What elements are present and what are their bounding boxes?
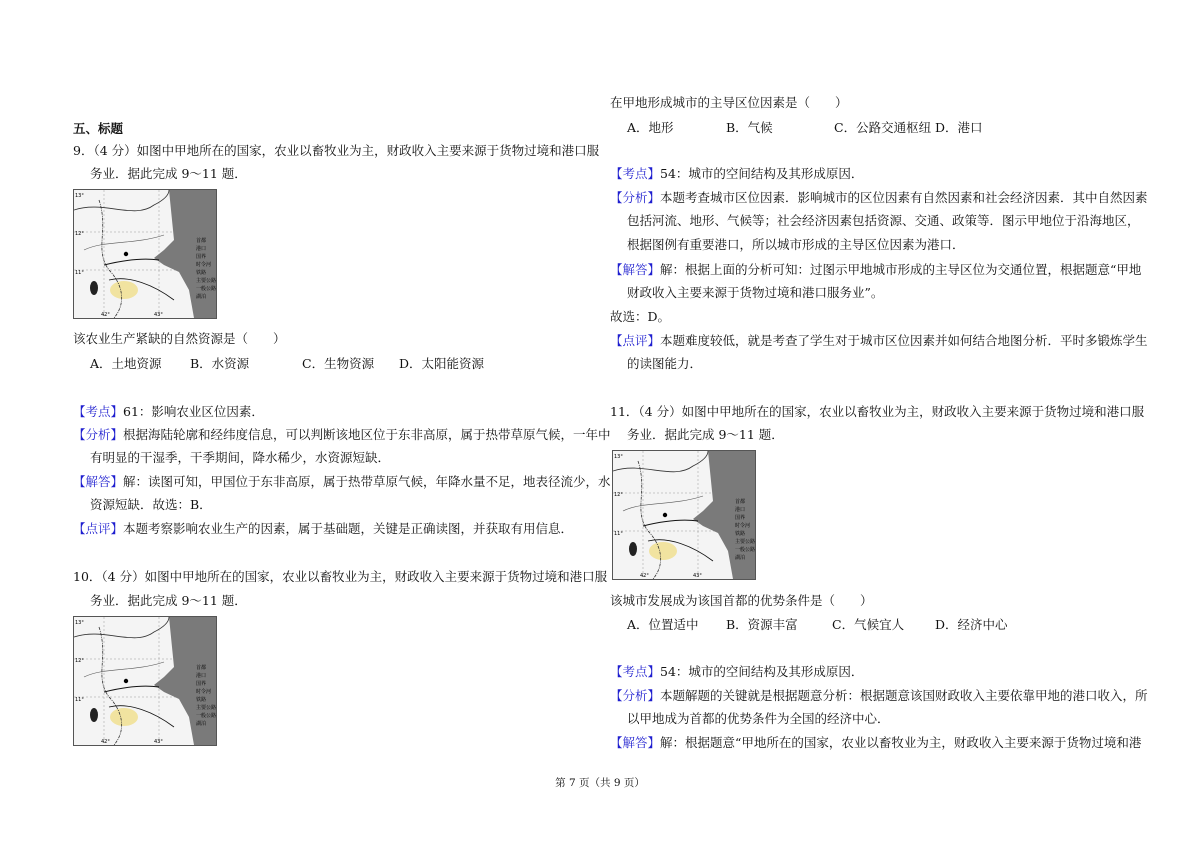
q10-dianping: [610, 333, 1148, 349]
kaodian-text: 54：城市的空间结构及其形成原因．: [660, 166, 864, 181]
map-figure: [73, 189, 217, 319]
q11-option-c: C．气候宜人: [832, 617, 905, 632]
section-title: 五、标题: [73, 121, 124, 136]
map-coordinate-label: 13°: [75, 193, 84, 199]
kaodian-text: 54：城市的空间结构及其形成原因．: [660, 664, 864, 679]
q10-kaodian: [610, 166, 863, 182]
sea-area: [154, 190, 216, 318]
legend-item: 一般公路: [196, 286, 216, 292]
road-line: [84, 662, 164, 677]
map-svg: [613, 451, 755, 579]
map-figure: [612, 450, 756, 580]
jieda-text: 解：根据上面的分析可知：过图示甲地城市形成的主导区位为交通位置，根据题意“甲地: [660, 262, 1142, 277]
legend-item: 一般公路: [735, 547, 755, 553]
map-coordinate-label: 43°: [154, 312, 163, 318]
q10-stem-line2: 务业．据此完成 9～11 题．: [90, 593, 247, 608]
map-coordinate-label: 42°: [101, 739, 110, 745]
border-line: [99, 200, 122, 318]
dianping-tag: 【点评】: [73, 521, 124, 536]
map-coordinate-label: 11°: [75, 697, 84, 703]
legend-item: 铁路: [196, 270, 207, 276]
legend-item: 湖泊: [196, 721, 207, 727]
legend-item: 时令河: [196, 689, 212, 695]
map-figure: [73, 616, 217, 746]
legend-item: 主要公路: [196, 278, 216, 284]
jieda-tag: 【解答】: [73, 474, 124, 489]
dianping-text: 本题难度较低，就是考查了学生对于城市区位因素并如何结合地图分析．平时多锻炼学生: [660, 333, 1148, 348]
legend-item: 港口: [196, 246, 207, 252]
legend-item: 首都: [196, 238, 207, 244]
q10-option-a: A．地形: [627, 120, 674, 135]
q9-fenxi: [73, 427, 611, 443]
q10-options: [610, 120, 983, 136]
legend-item: 首都: [196, 665, 207, 671]
q11-option-b: B．资源丰富: [726, 617, 798, 632]
map-coordinate-label: 13°: [75, 620, 84, 626]
q9-question: 该农业生产紧缺的自然资源是（ ）: [73, 331, 286, 346]
legend-item: 国界: [735, 515, 746, 521]
road-line: [623, 496, 703, 511]
legend-item: 港口: [196, 673, 207, 679]
q9-stem-line1: 9．（4 分）如图中甲地所在的国家，农业以畜牧业为主，财政收入主要来源于货物过境和港口服: [73, 143, 600, 158]
legend-item: 主要公路: [196, 705, 216, 711]
map-svg: [74, 617, 216, 745]
q10-dianping-line2: 的读图能力．: [627, 356, 703, 371]
q9-jieda-line2: 资源短缺．故选：B．: [90, 497, 212, 512]
fenxi-text: 根据海陆轮廓和经纬度信息，可以判断该地区位于东非高原，属于热带草原气候，一年中: [123, 427, 611, 442]
q9-jieda: [73, 474, 611, 490]
q11-fenxi: [610, 688, 1148, 704]
road-line: [104, 259, 159, 265]
q9-kaodian: [73, 404, 264, 420]
border-line: [638, 461, 661, 579]
border-line: [74, 617, 169, 638]
sea-area: [154, 617, 216, 745]
lake-shape: [90, 708, 98, 722]
q9-option-d: D．太阳能资源: [399, 356, 485, 371]
q9-option-b: B．水资源: [190, 356, 250, 371]
capital-marker: [663, 513, 667, 517]
legend-item: 国界: [196, 254, 207, 260]
q11-kaodian: [610, 664, 863, 680]
q9-option-a: A．土地资源: [90, 356, 162, 371]
kaodian-tag: 【考点】: [73, 404, 124, 419]
map-coordinate-label: 11°: [75, 270, 84, 276]
legend-item: 首都: [735, 499, 746, 505]
dianping-tag: 【点评】: [610, 333, 661, 348]
map-coordinate-label: 12°: [75, 658, 84, 664]
q9-options: [73, 356, 484, 372]
map-coordinate-label: 42°: [640, 573, 649, 579]
kaodian-tag: 【考点】: [610, 166, 661, 181]
q10-answer: 故选：D。: [610, 309, 671, 324]
map-coordinate-label: 43°: [693, 573, 702, 579]
jieda-text: 解：读图可知，甲国位于东非高原，属于热带草原气候，年降水量不足，地表径流少，水: [123, 474, 611, 489]
q10-fenxi: [610, 190, 1148, 206]
legend-item: 铁路: [735, 531, 746, 537]
map-coordinate-label: 42°: [101, 312, 110, 318]
q10-fenxi-line3: 根据图例有重要港口，所以城市形成的主导区位因素为港口．: [627, 237, 965, 252]
sea-area: [693, 451, 755, 579]
legend-item: 湖泊: [735, 555, 746, 561]
map-coordinate-label: 12°: [614, 492, 623, 498]
highlight-area: [110, 708, 138, 726]
q10-jieda-line2: 财政收入主要来源于货物过境和港口服务业”。: [627, 285, 884, 300]
border-line: [613, 451, 708, 472]
q9-dianping: [73, 521, 573, 537]
q11-jieda: [610, 735, 1141, 751]
fenxi-text: 本题考查城市区位因素．影响城市的区位因素有自然因素和社会经济因素．其中自然因素: [660, 190, 1148, 205]
legend-item: 国界: [196, 681, 207, 687]
road-line: [643, 520, 698, 526]
q11-question: 该城市发展成为该国首都的优势条件是（ ）: [610, 593, 873, 608]
q11-options: [610, 617, 1008, 633]
highlight-area: [110, 281, 138, 299]
kaodian-text: 61：影响农业区位因素．: [123, 404, 264, 419]
fenxi-tag: 【分析】: [610, 190, 661, 205]
legend-item: 主要公路: [735, 539, 755, 545]
border-line: [99, 627, 122, 745]
q9-fenxi-line2: 有明显的干湿季，干季期间，降水稀少，水资源短缺．: [90, 450, 391, 465]
fenxi-tag: 【分析】: [73, 427, 124, 442]
map-coordinate-label: 11°: [614, 531, 623, 537]
map-svg: [74, 190, 216, 318]
jieda-tag: 【解答】: [610, 735, 661, 750]
q10-fenxi-line2: 包括河流、地形、气候等；社会经济因素包括资源、交通、政策等．图示甲地位于沿海地区，: [627, 213, 1140, 228]
q11-stem-line1: 11．（4 分）如图中甲地所在的国家，农业以畜牧业为主，财政收入主要来源于货物过境和港口服: [610, 404, 1145, 419]
q11-option-a: A．位置适中: [627, 617, 699, 632]
q9-stem-line2: 务业．据此完成 9～11 题．: [90, 166, 247, 181]
jieda-text: 解：根据题意“甲地所在的国家，农业以畜牧业为主，财政收入主要来源于货物过境和港: [660, 735, 1142, 750]
road-line: [84, 235, 164, 250]
q10-question: 在甲地形成城市的主导区位因素是（ ）: [610, 95, 848, 110]
border-line: [74, 190, 169, 211]
page-footer: 第 7 页（共 9 页）: [555, 777, 645, 789]
fenxi-tag: 【分析】: [610, 688, 661, 703]
q11-stem-line2: 务业．据此完成 9～11 题．: [627, 427, 784, 442]
lake-shape: [629, 542, 637, 556]
legend-item: 时令河: [196, 262, 212, 268]
legend-item: 湖泊: [196, 294, 207, 300]
legend-item: 一般公路: [196, 713, 216, 719]
fenxi-text: 本题解题的关键就是根据题意分析：根据题意该国财政收入主要依靠甲地的港口收入，所: [660, 688, 1148, 703]
lake-shape: [90, 281, 98, 295]
jieda-tag: 【解答】: [610, 262, 661, 277]
legend-item: 铁路: [196, 697, 207, 703]
legend-item: 时令河: [735, 523, 751, 529]
q11-option-d: D．经济中心: [935, 617, 1008, 632]
capital-marker: [124, 252, 128, 256]
q9-option-c: C．生物资源: [302, 356, 375, 371]
highlight-area: [649, 542, 677, 560]
dianping-text: 本题考察影响农业生产的因素，属于基础题，关键是正确读图，并获取有用信息．: [123, 521, 574, 536]
q10-option-d: D．港口: [935, 120, 983, 135]
capital-marker: [124, 679, 128, 683]
road-line: [104, 686, 159, 692]
q10-option-c: C．公路交通枢纽: [834, 120, 932, 135]
map-coordinate-label: 43°: [154, 739, 163, 745]
q10-option-b: B．气候: [726, 120, 773, 135]
q10-jieda: [610, 262, 1141, 278]
q11-fenxi-line2: 以甲地成为首都的优势条件为全国的经济中心．: [627, 711, 890, 726]
kaodian-tag: 【考点】: [610, 664, 661, 679]
map-coordinate-label: 13°: [614, 454, 623, 460]
q10-stem-line1: 10．（4 分）如图中甲地所在的国家，农业以畜牧业为主，财政收入主要来源于货物过境和港口服: [73, 569, 608, 584]
map-coordinate-label: 12°: [75, 231, 84, 237]
legend-item: 港口: [735, 507, 746, 513]
